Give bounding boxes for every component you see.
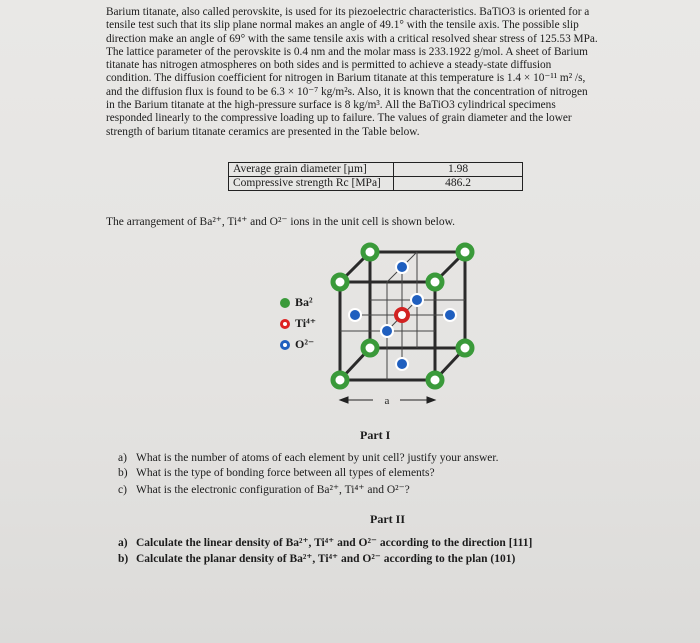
problem-line: The lattice parameter of the perovskite is 0.4 nm and the molar mass is 233.1922 g/mol. A sheet of Barium — [106, 45, 588, 58]
part-1-question — [118, 452, 498, 464]
question-letter: b) — [118, 467, 128, 479]
ti-ion-icon — [280, 319, 290, 329]
part-1-question — [118, 482, 410, 496]
problem-statement — [106, 6, 642, 139]
question-letter: a) — [118, 537, 128, 549]
question-text: Calculate the planar density of Ba²⁺, Ti⁴⁺ and O²⁻ according to the plan (101) — [136, 553, 516, 565]
ba-ion — [363, 245, 377, 259]
ba-ion-icon — [280, 298, 290, 308]
part-1-title: Part I — [360, 428, 391, 442]
legend-ba — [280, 292, 316, 313]
question-letter: c) — [118, 484, 127, 496]
problem-line: titanate has nitrogen atmospheres on both sides and is permitted to achieve a steady-state diffusion — [106, 59, 552, 72]
problem-line: Barium titanate, also called perovskite, is used for its piezoelectric characteristics. BaTiO3 is oriented for a — [106, 6, 590, 18]
perovskite-unit-cell — [320, 240, 480, 430]
o-ion — [381, 325, 393, 337]
problem-line: responded linearly to the compressive loading up to failure. The values of grain diameter and the lower — [106, 112, 572, 125]
table-cell-label: Compressive strength Rc [MPa] — [229, 177, 394, 191]
problem-line: condition. The diffusion coefficient for nitrogen in Barium titanate at this temperature is 1.4 × 10⁻¹¹ m² /s, — [106, 72, 586, 85]
question-letter: a) — [118, 452, 127, 464]
lattice-parameter-label: a — [384, 395, 390, 407]
legend-o — [280, 334, 316, 355]
question-letter: b) — [118, 553, 129, 565]
problem-line: in the Barium titanate at the high-pressure surface is 8 kg/m³. All the BaTiO3 cylindrical specimens — [106, 99, 556, 112]
problem-line: direction make an angle of 69° with the same tensile axis with a critical resolved shear stress of 125.53 MPa. — [106, 32, 598, 45]
question-text: What is the electronic configuration of Ba²⁺, Ti⁴⁺ and O²⁻? — [136, 484, 410, 496]
ba-ion — [333, 275, 347, 289]
ba-ion — [458, 341, 472, 355]
part-2-question — [118, 535, 532, 549]
o-ion — [349, 309, 361, 321]
part-2-question — [118, 551, 515, 565]
table-cell-value: 486.2 — [394, 177, 523, 191]
ba-ion — [428, 275, 442, 289]
table-cell-value: 1.98 — [394, 163, 523, 177]
properties-table — [228, 162, 523, 191]
o-ion — [444, 309, 456, 321]
legend-ti-label: Ti⁴⁺ — [295, 316, 317, 330]
legend-ba-label: Ba² — [295, 295, 313, 309]
table-cell-label: Average grain diameter [µm] — [229, 163, 394, 177]
unit-cell-intro: The arrangement of Ba²⁺, Ti⁴⁺ and O²⁻ ions in the unit cell is shown below. — [106, 216, 456, 228]
part-2-title: Part II — [370, 512, 405, 526]
question-text: Calculate the linear density of Ba²⁺, Ti⁴⁺ and O²⁻ according to the direction [111] — [136, 537, 533, 549]
ba-ion — [458, 245, 472, 259]
table-row — [229, 163, 523, 177]
ba-ion — [363, 341, 377, 355]
ion-legend — [280, 292, 316, 355]
problem-line: tensile test such that its slip plane normal makes an angle of 49.1° with the tensile axis. The possible slip — [106, 19, 579, 32]
o-ion — [396, 261, 408, 273]
table-row — [229, 177, 523, 191]
o-ion — [396, 358, 408, 370]
ti-ion — [396, 309, 408, 321]
o-ion-icon — [280, 340, 290, 350]
question-text: What is the number of atoms of each element by unit cell? justify your answer. — [136, 452, 499, 464]
problem-line: and the diffusion flux is found to be 6.3 × 10⁻⁷ kg/m²s. Also, it is known that the concentration of nitrogen — [106, 85, 588, 98]
ba-ion — [333, 373, 347, 387]
problem-line: strength of barium titanate ceramics are presented in the Table below. — [106, 125, 420, 138]
legend-ti — [280, 313, 316, 334]
ba-ion — [428, 373, 442, 387]
part-1-question — [118, 467, 435, 479]
o-ion — [411, 294, 423, 306]
legend-o-label: O²⁻ — [295, 337, 315, 351]
question-text: What is the type of bonding force between all types of elements? — [136, 467, 435, 479]
